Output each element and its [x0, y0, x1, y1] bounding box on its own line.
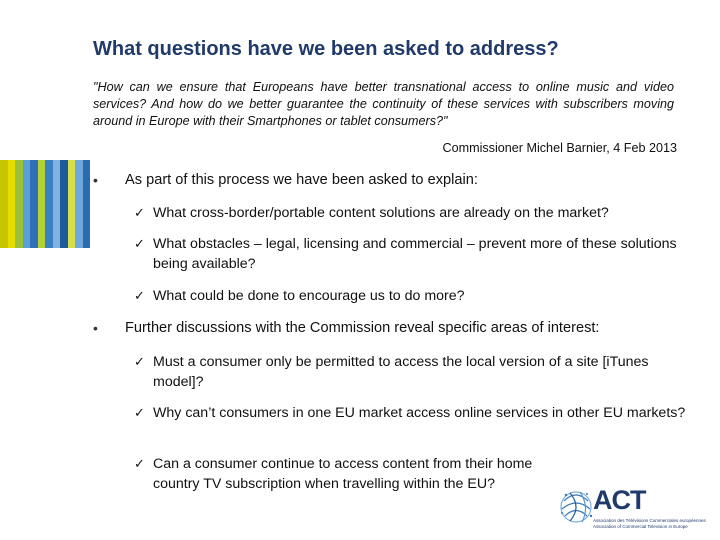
color-strip-bar	[53, 160, 61, 248]
check-icon: ✓	[134, 405, 145, 420]
decorative-color-strip	[0, 160, 90, 248]
logo-subtitle-fr: Association des Télévisions Commerciales européennes	[593, 518, 706, 523]
color-strip-bar	[45, 160, 53, 248]
color-strip-bar	[75, 160, 83, 248]
color-strip-bar	[60, 160, 68, 248]
color-strip-bar	[0, 160, 8, 248]
globe-swirl-icon	[561, 492, 591, 522]
color-strip-bar	[23, 160, 31, 248]
slide-title: What questions have we been asked to address?	[93, 38, 559, 60]
checklist-item: ✓ What obstacles – legal, licensing and commercial – prevent more of these solutions being available?	[134, 236, 677, 272]
commissioner-quote: "How can we ensure that Europeans have better transnational access to online music and video services? And how do we better guarantee the continuity of these services with subscribers moving around in Europe with their Smartphones or tablet consumers?"	[93, 80, 674, 128]
color-strip-bar	[38, 160, 46, 248]
color-strip-bar	[30, 160, 38, 248]
bullet-marker: •	[93, 172, 98, 188]
bullet-marker: •	[93, 320, 98, 336]
check-icon: ✓	[134, 456, 145, 471]
color-strip-bar	[68, 160, 76, 248]
color-strip-bar	[15, 160, 23, 248]
bullet-1-text: As part of this process we have been asked to explain:	[125, 172, 478, 188]
quote-attribution: Commissioner Michel Barnier, 4 Feb 2013	[442, 141, 677, 155]
checklist-item: ✓ Why can’t consumers in one EU market access online services in other EU markets?	[134, 405, 686, 421]
bullet-2-text: Further discussions with the Commission reveal specific areas of interest:	[125, 320, 600, 336]
logo-subtitle-en: Association of Commercial Television in Europe	[593, 524, 688, 529]
checklist-item: ✓ Can a consumer continue to access content from their home country TV subscription when travelling within the EU?	[134, 456, 533, 492]
check-icon: ✓	[134, 288, 145, 303]
check-icon: ✓	[134, 354, 145, 369]
color-strip-bar	[8, 160, 16, 248]
check-icon: ✓	[134, 236, 145, 251]
color-strip-bar	[83, 160, 91, 248]
checklist-item: ✓ What cross-border/portable content solutions are already on the market?	[134, 205, 609, 221]
checklist-item: ✓ Must a consumer only be permitted to access the local version of a site [iTunes model]?	[134, 354, 649, 390]
check-icon: ✓	[134, 205, 145, 220]
checklist-item: ✓ What could be done to encourage us to do more?	[134, 288, 465, 304]
logo-wordmark: ACT	[593, 485, 646, 515]
